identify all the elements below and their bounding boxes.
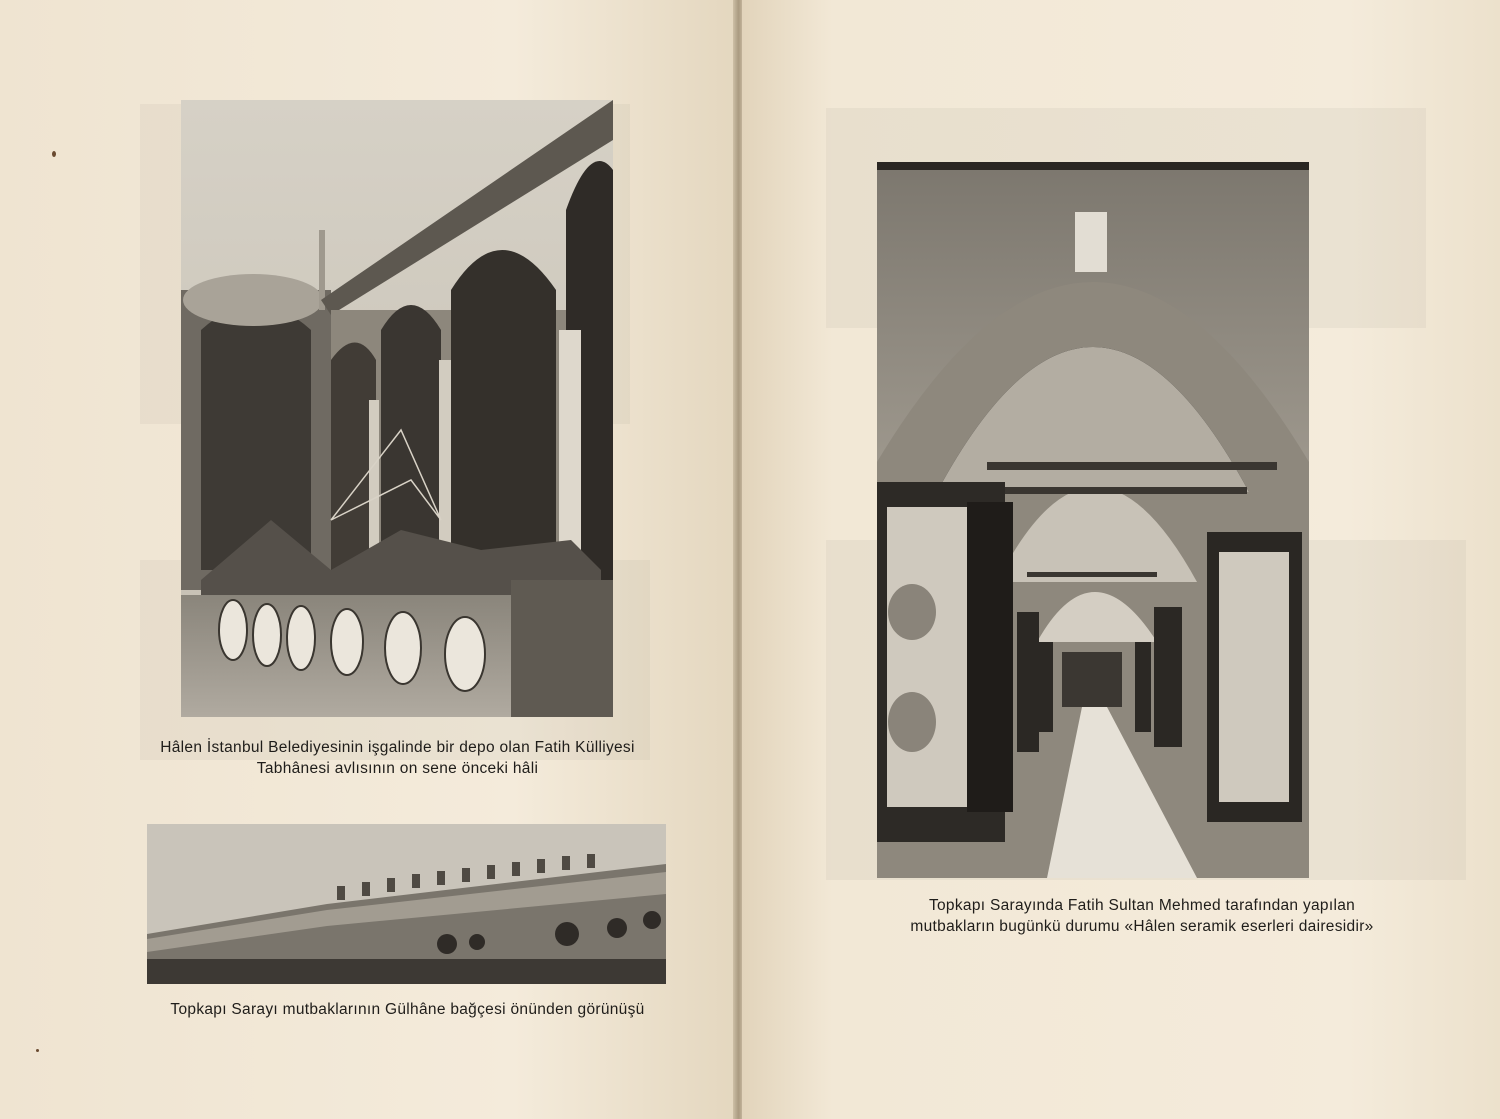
caption-line: Topkapı Sarayında Fatih Sultan Mehmed tarafından yapılan bbox=[928, 897, 1356, 914]
right-page bbox=[742, 0, 1500, 1119]
photo-palace-kitchens-exterior bbox=[147, 824, 666, 984]
caption-kitchens-exterior bbox=[100, 999, 715, 1020]
caption-line: mutbakların bugünkü durumu «Hâlen seramik eserleri dairesidir» bbox=[910, 918, 1374, 935]
caption-tabhane bbox=[100, 737, 695, 779]
photo-kitchen-hall-interior bbox=[877, 162, 1309, 878]
caption-kitchen-hall bbox=[792, 895, 1492, 937]
caption-line: Topkapı Sarayı mutbaklarının Gülhâne bağçesi önünden görünüşü bbox=[170, 1001, 645, 1018]
left-page bbox=[0, 0, 735, 1119]
caption-line: Hâlen İstanbul Belediyesinin işgalinde bir depo olan Fatih Külliyesi bbox=[160, 739, 635, 756]
paper-speck bbox=[52, 151, 56, 157]
photo-tabhane-courtyard bbox=[181, 100, 613, 717]
caption-line: Tabhânesi avlısının on sene önceki hâli bbox=[256, 760, 539, 777]
paper-speck bbox=[36, 1049, 39, 1052]
